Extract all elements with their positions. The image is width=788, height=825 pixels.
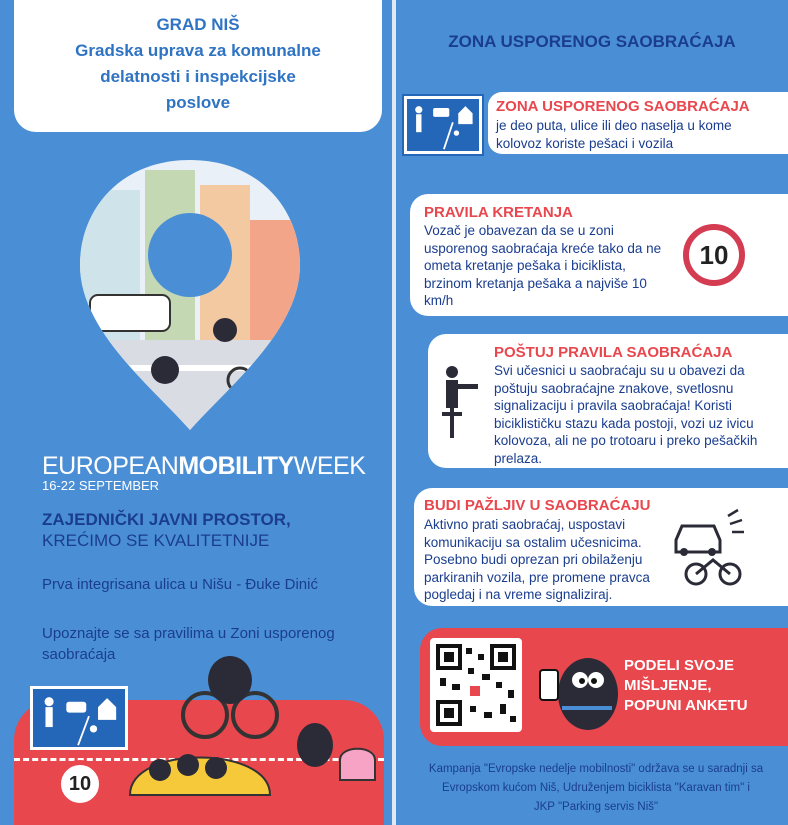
qr-code[interactable] [430, 638, 522, 732]
department-line-2: delatnosti i inspekcijske [100, 67, 296, 86]
city-name: GRAD NIŠ [156, 15, 240, 34]
survey-cta-line-1: PODELI SVOJE [624, 657, 735, 674]
emw-logo-part1: EUROPEAN [42, 452, 179, 480]
speed-limit-sign-small: 10 [56, 760, 104, 808]
respect-rules-text: Svi učesnici u saobraćaju su u obavezi da poštuju saobraćajne znakove, svetlosnu signalizaciju i pravila saobraćaja! Koristi biciklističku stazu kada postoji, vozi uz ivicu kolovoza, ali ne po trotoaru i preko pešačkih prelaza. [494, 363, 758, 466]
respect-rules-title: POŠTUJ PRAVILA SAOBRAĆAJA [494, 344, 733, 361]
emw-logo [42, 452, 365, 481]
right-panel-title: ZONA USPORENOG SAOBRAĆAJA [448, 32, 736, 51]
emw-logo-part3: WEEK [293, 452, 366, 480]
slogan-line-1: ZAJEDNIČKI JAVNI PROSTOR, [42, 510, 291, 529]
learn-rules-text: Upoznajte se sa pravilima u Zoni usporenog saobraćaja [42, 625, 335, 663]
zone-definition-title: ZONA USPORENOG SAOBRAĆAJA [496, 98, 750, 115]
zone-definition-text: je deo puta, ulice ili deo naselja u kome kolovoz koriste pešaci i vozila [496, 118, 732, 151]
zone-sign-icon-small [404, 96, 482, 154]
emw-dates: 16-22 SEPTEMBER [42, 478, 160, 493]
survey-cta[interactable] [624, 656, 774, 716]
survey-cta-line-3: POPUNI ANKETU [624, 697, 748, 714]
campaign-footer [410, 760, 782, 817]
slogan-line-2: KREĆIMO SE KVALITETNIJE [42, 531, 270, 550]
emw-logo-part2: MOBILITY [178, 452, 294, 480]
street-info: Prva integrisana ulica u Nišu - Đuke Dinić [42, 576, 318, 593]
footer-line-2: Evropskom kućom Niš, Udruženjem biciklista "Karavan tim" i [442, 782, 750, 794]
department-line-1: Gradska uprava za komunalne [75, 41, 321, 60]
careful-text: Aktivno prati saobraćaj, uspostavi komunikaciju sa ostalim učesnicima. Posebno budi oprezan pri obilaženju parkiranih vozila, pre promene pravca pogledaj i na vreme signaliziraj. [424, 517, 650, 602]
department-line-3: poslove [165, 93, 231, 112]
city-pin-illustration [60, 160, 320, 430]
car-bike-icon [668, 506, 750, 588]
footer-line-1: Kampanja "Evropske nedelje mobilnosti" održava se u saradnji sa [428, 763, 764, 775]
character-phone-illustration [532, 636, 622, 740]
header-card [14, 0, 382, 132]
careful-title: BUDI PAŽLJIV U SAOBRAĆAJU [424, 497, 651, 514]
traffic-characters-illustration [110, 650, 380, 820]
movement-rules-text: Vozač je obavezan da se u zoni usporenog saobraćaja kreće tako da ne ometa kretanje pešaka i biciklista, brzinom kretanja pešaka a najviše 10 km/h [424, 223, 662, 308]
footer-line-3: JKP "Parking servis Niš" [533, 801, 659, 813]
zone-sign-icon [30, 686, 128, 750]
movement-rules-title: PRAVILA KRETANJA [424, 204, 573, 221]
cyclist-signal-icon [436, 364, 480, 440]
survey-cta-line-2: MIŠLJENJE, [624, 677, 712, 694]
speed-limit-sign: 10 [683, 224, 745, 286]
